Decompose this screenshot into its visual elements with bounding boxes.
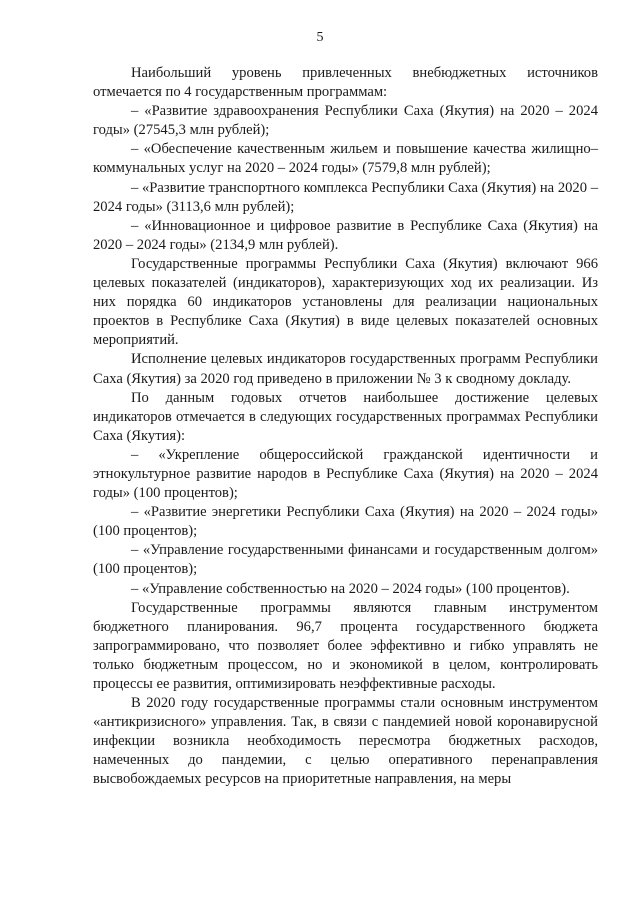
list-item-energy: – «Развитие энергетики Республики Саха (Якутия) на 2020 – 2024 годы» (100 процентов); xyxy=(93,504,598,540)
paragraph-reports: По данным годовых отчетов наибольшее достижение целевых индикаторов отмечается в следующих государственных программах Республики Саха (Якутия): xyxy=(93,389,598,444)
list-item-identity: – «Укрепление общероссийской гражданской идентичности и этнокультурное развитие народов в Республике Саха (Якутия) на 2020 – 2024 годы» (100 процентов); xyxy=(93,446,598,502)
paragraph-appendix: Исполнение целевых индикаторов государственных программ Республики Саха (Якутия) за 2020 год приведено в приложении № 3 к сводному докладу. xyxy=(93,351,598,387)
paragraph-anticrisis: В 2020 году государственные программы стали основным инструментом «антикризисного» управления. Так, в связи с пандемией новой коронавирусной инфекции возникла необходимость пересмотра бюджетных расходов, намеченных до пандемии, с целью оперативного перенаправления высвобождаемых ресурсов на приоритетные направления, на меры xyxy=(93,695,598,788)
list-item-innovation: – «Инновационное и цифровое развитие в Республике Саха (Якутия) на 2020 – 2024 годы» (2134,9 млн рублей). xyxy=(93,217,598,253)
list-item-property: – «Управление собственностью на 2020 – 2024 годы» (100 процентов). xyxy=(131,580,570,597)
list-item-healthcare: – «Развитие здравоохранения Республики Саха (Якутия) на 2020 – 2024 годы» (27545,3 млн рублей); xyxy=(93,103,598,139)
paragraph-indicators: Государственные программы Республики Саха (Якутия) включают 966 целевых показателей (индикаторов), характеризующих ход их реализации. Из них порядка 60 индикаторов установлены для реализации национальных проектов в Республике Саха (Якутия) в виде целевых показателей основных мероприятий. xyxy=(93,255,598,349)
page-number: 5 xyxy=(316,30,324,45)
paragraph-budget-planning: Государственные программы являются главным инструментом бюджетного планирования. 96,7 процента государственного бюджета запрограммировано, что позволяет более эффективно и гибко управлять не только бюджетным процессом, но и экономикой в целом, контролировать процессы ее развития, оптимизировать неэффективные расходы. xyxy=(93,599,598,692)
list-item-finance: – «Управление государственными финансами и государственным долгом» (100 процентов); xyxy=(93,542,598,578)
list-item-transport: – «Развитие транспортного комплекса Республики Саха (Якутия) на 2020 – 2024 годы» (3113,6 млн рублей); xyxy=(93,179,598,215)
list-item-housing: – «Обеспечение качественным жильем и повышение качества жилищно–коммунальных услуг на 2020 – 2024 годы» (7579,8 млн рублей); xyxy=(93,141,598,177)
paragraph-intro: Наибольший уровень привлеченных внебюджетных источников отмечается по 4 государственным программам: xyxy=(93,65,598,101)
document-body xyxy=(93,64,598,790)
